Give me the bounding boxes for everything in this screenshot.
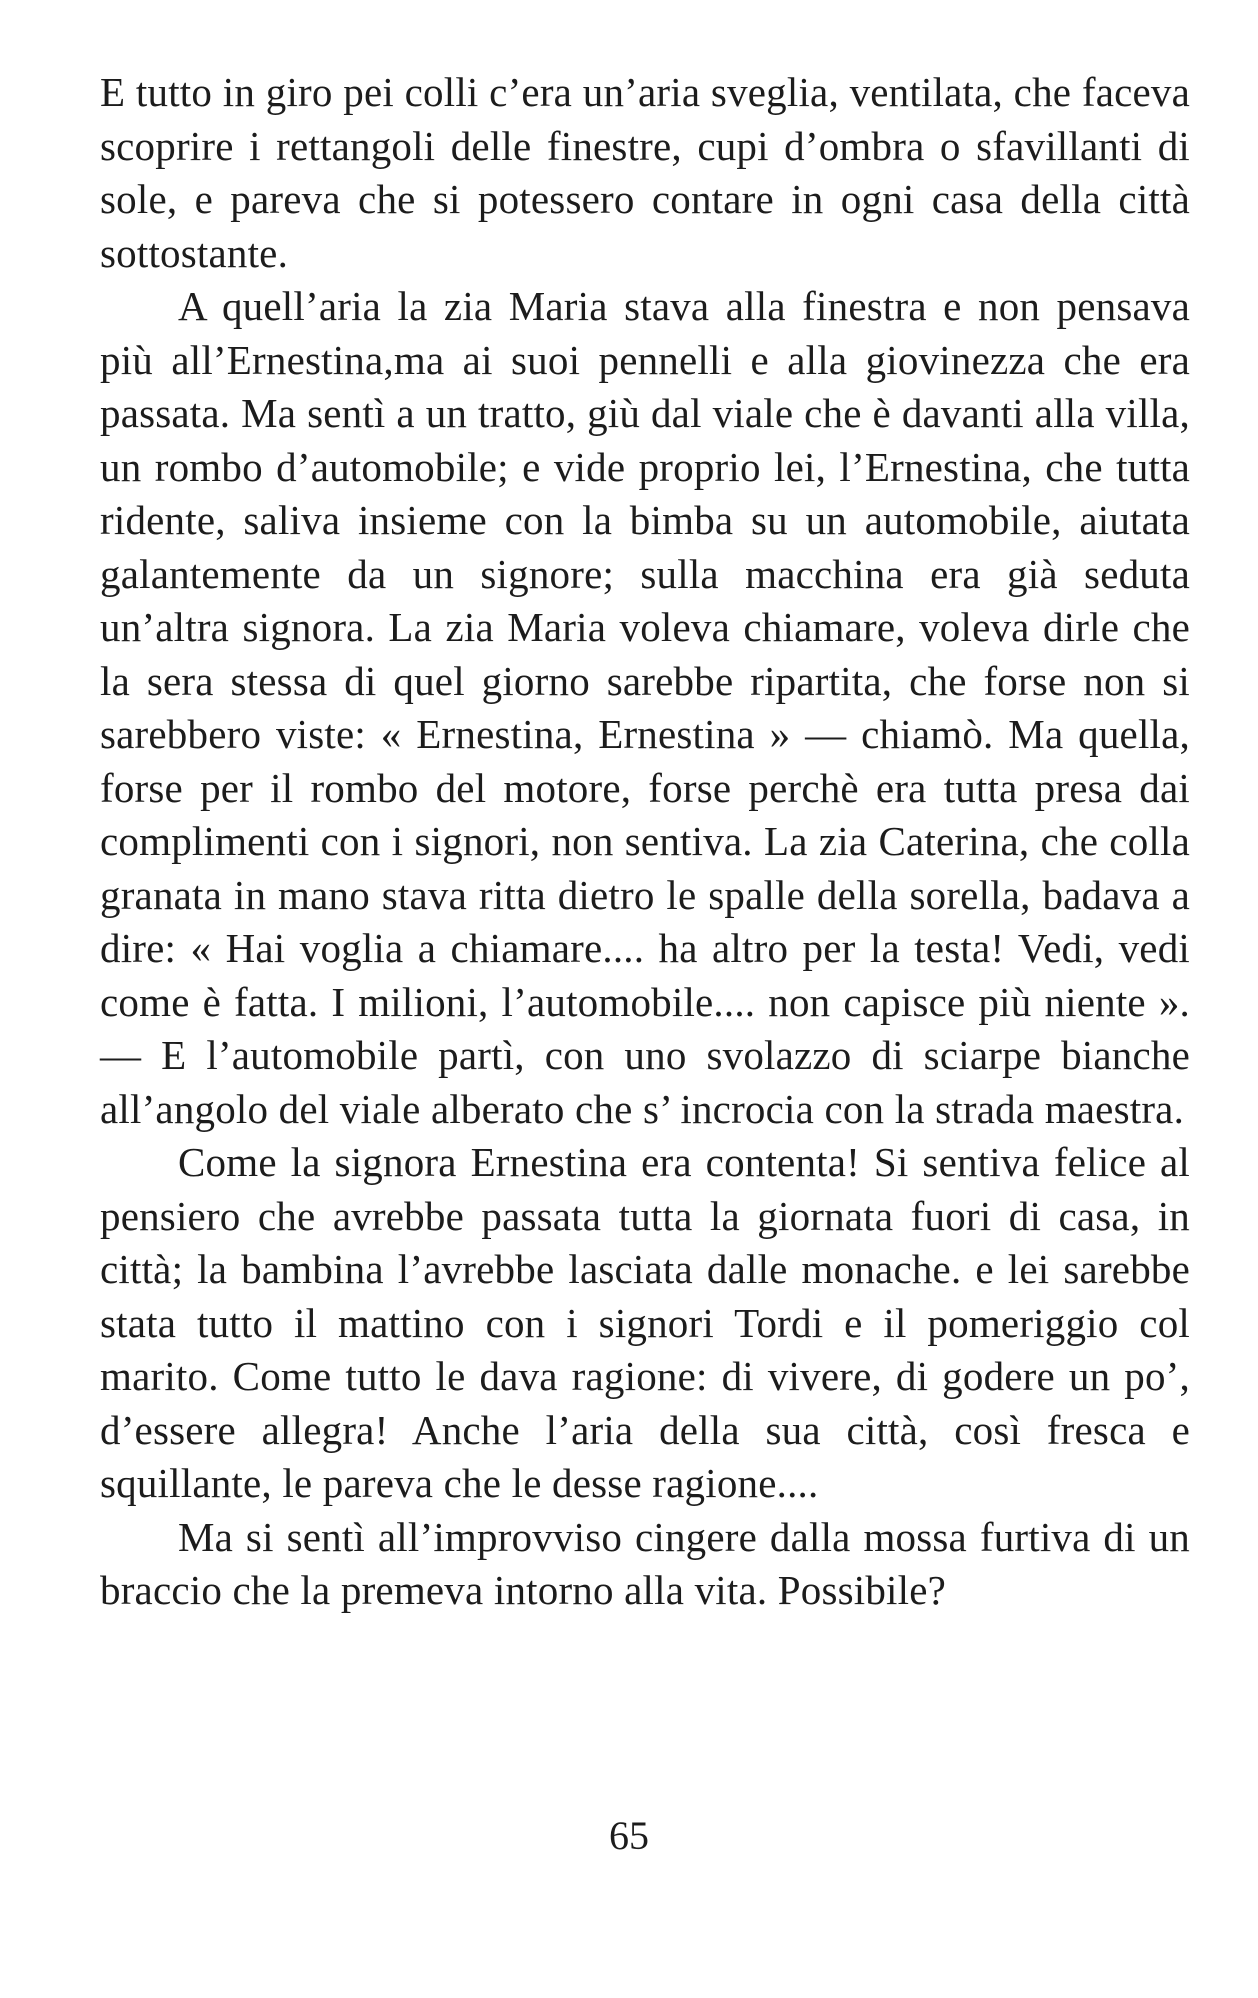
paragraph-4: Ma si sentì all’improvviso cingere dalla mossa furtiva di un braccio che la premeva intorno alla vita. Possibile? [100,1513,1190,1613]
paragraph-1: E tutto in giro pei colli c’era un’aria sveglia, ventilata, che faceva scoprire i rettangoli delle finestre, cupi d’ombra o sfavillanti di sole, e pareva che si potessero contare in ogni casa della città sottostante. [100,69,1190,276]
body-text [100,66,1190,1618]
page-number: 65 [609,1813,649,1858]
paragraph-2: A quell’aria la zia Maria stava alla finestra e non pensava più all’Ernestina,ma ai suoi pennelli e alla giovinezza che era passata. Ma sentì a un tratto, giù dal viale che è davanti alla villa, un rombo d’automobile; e vide proprio lei, l’Ernestina, che tutta ridente, saliva insieme con la bimba su un automobile, aiutata galantemente da un signore; sulla macchina era già seduta un’altra signora. La zia Maria voleva chiamare, voleva dirle che la sera stessa di quel giorno sarebbe ripartita, che forse non si sarebbero viste: « Ernestina, Ernestina » — chiamò. Ma quella, forse per il rombo del motore, forse perchè era tutta presa dai complimenti con i signori, non sentiva. La zia Caterina, che colla granata in mano stava ritta dietro le spalle della sorella, badava a dire: « Hai voglia a chiamare.... ha altro per la testa! Vedi, vedi come è fatta. I milioni, l’automobile.... non capisce più niente ». — E l’automobile partì, con uno svolazzo di sciarpe bianche all’angolo del viale alberato che s’ incrocia con la strada maestra. [100,283,1190,1132]
paragraph-3: Come la signora Ernestina era contenta! Si sentiva felice al pensiero che avrebbe passata tutta la giornata fuori di casa, in città; la bambina l’avrebbe lasciata dalle monache. e lei sarebbe stata tutto il mattino con i signori Tordi e il pomeriggio col marito. Come tutto le dava ragione: di vivere, di godere un po’, d’essere allegra! Anche l’aria della sua città, così fresca e squillante, le pareva che le desse ragione.... [100,1139,1190,1506]
